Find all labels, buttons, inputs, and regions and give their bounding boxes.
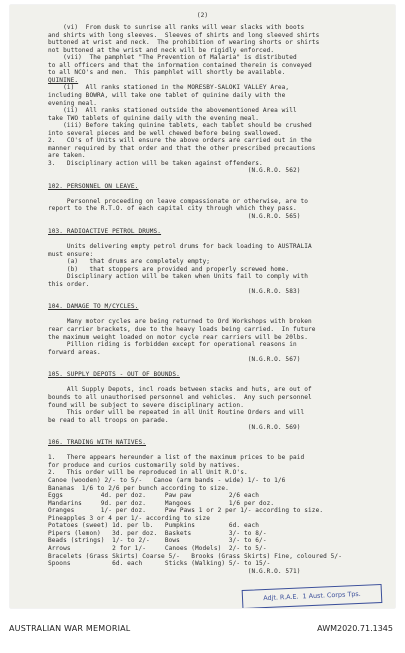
document-line: be read to all troops on parade. (48, 416, 169, 424)
document-line: forward areas. (48, 348, 101, 356)
document-line: report to the R.T.O. of each capital city through which they pass. (48, 205, 297, 213)
document-line: Personnel proceeding on leave compassionate or otherwise, are to (48, 197, 309, 205)
document-line: Beads (strings) 1/- to 2/- Bows 3/- to 6/- (48, 537, 267, 545)
footer-institution: AUSTRALIAN WAR MEMORIAL (9, 624, 131, 633)
archive-footer (0, 612, 405, 653)
document-line: Eggs 4d. per doz. Paw paw 2/6 each (48, 492, 260, 500)
document-line: into several pieces and be well chewed before being swallowed. (48, 129, 282, 137)
document-line: this order. (48, 280, 90, 288)
document-line: Many motor cycles are being returned to Ord Workshops with broken (48, 318, 312, 326)
document-line: 106. TRADING WITH NATIVES. (48, 439, 146, 447)
document-line: Oranges 1/- per doz. Paw Paws 1 or 2 per 1/- according to size. (48, 507, 324, 515)
document-line: All Supply Depots, incl roads between stacks and huts, are out of (48, 386, 312, 394)
document-line: Bracelets (Grass Skirts) Coarse 5/- Brooks (Grass Skirts) Fine, coloured 5/- (48, 552, 342, 560)
document-line: Canoe (wooden) 2/- to 5/- Canoe (arm bands - wide) 1/- to 1/6 (48, 477, 286, 484)
document-line: to all NCO's and men. This pamphlet will shortly be available. (48, 69, 286, 77)
document-line: (N.G.R.O. 569) (48, 424, 301, 432)
document-line: Arrows 2 for 1/- Canoes (Models) 2/- to 5/- (48, 544, 267, 552)
document-line: 105. SUPPLY DEPOTS - OUT OF BOUNDS. (48, 371, 180, 379)
document-line: Pineapples 3 or 4 per 1/- according to size (48, 514, 211, 522)
document-line: bounds to all unauthorised personnel and vehicles. Any such personnel (48, 393, 312, 401)
document-line: not buttoned at the wrist and neck will be rigidly enforced. (48, 46, 275, 54)
document-line: and shirts with long sleeves. Sleeves of shirts and long sleeved shirts (48, 31, 320, 39)
document-line: (a) that drums are completely empty; (48, 258, 211, 266)
document-line: manner required by that order and that the other prescribed precautions (48, 144, 316, 152)
document-line: Mandarins 9d. per doz. Mangoes 1/6 per doz. (48, 499, 275, 507)
document-line: QUININE. (48, 76, 79, 84)
document-line: the maximum weight loaded on motor cycle rear carriers will be 20lbs. (48, 333, 309, 341)
footer-accession-number: AWM2020.71.1345 (317, 624, 393, 633)
document-line: to all officers and that the information contained therein is conveyed (48, 61, 312, 69)
document-line: Potatoes (sweet) 1d. per lb. Pumpkins 6d. each (48, 522, 260, 530)
document-line: (N.G.R.O. 562) (48, 167, 301, 175)
document-line: Pillion riding is forbidden except for operational reasons in (48, 341, 297, 349)
document-line: including BOWRA, will take one tablet of quinine daily with the (48, 91, 286, 99)
document-line: found will be subject to severe disciplinary action. (48, 401, 244, 409)
document-line: (vii) The pamphlet "The Prevention of Malaria" is distributed (48, 54, 297, 62)
document-line: Disciplinary action will be taken when Units fail to comply with (48, 273, 309, 281)
document-line: 102. PERSONNEL ON LEAVE. (48, 182, 139, 190)
document-line: (N.G.R.O. 565) (48, 212, 301, 220)
document-line: for produce and curios customarily sold by natives. (48, 461, 241, 469)
document-line: (N.G.R.O. 571) (48, 567, 301, 575)
page-number: (2) (196, 12, 209, 19)
document-line: buttoned at wrist and neck. The prohibition of wearing shorts or shirts (48, 39, 320, 47)
document-line: evening meal. (48, 99, 97, 107)
document-line: 2. This order will be reproduced in all Unit R.O's. (48, 469, 248, 477)
document-line: take TWO tablets of quinine daily with the evening meal. (48, 114, 260, 122)
document-line: 103. RADIOACTIVE PETROL DRUMS. (48, 227, 162, 235)
document-line: are taken. (48, 152, 86, 160)
document-line: Units delivering empty petrol drums for back loading to AUSTRALIA (48, 242, 312, 250)
document-line: Pipers (lemon) 3d. per doz. Baskets 3/- to 8/- (48, 529, 267, 537)
adjutant-stamp: Adjt. R.A.E. 1 Aust. Corps Tps. (242, 584, 383, 608)
document-line: 104. DAMAGE TO M/CYCLES. (48, 303, 139, 311)
document-line: This order will be repeated in all Unit Routine Orders and will (48, 409, 305, 417)
document-line: (i) All ranks stationed in the MORESBY-SALOKI VALLEY Area, (48, 84, 290, 92)
document-page (10, 5, 395, 608)
document-line: rear carrier brackets, due to the heavy loads being carried. In future (48, 326, 316, 333)
document-line: Spoons 6d. each Sticks (Walking) 5/- to 15/- (48, 560, 271, 568)
document-line: must ensure: (48, 250, 94, 258)
document-line: 3. Disciplinary action will be taken against offenders. (48, 159, 263, 167)
document-line: 1. There appears hereunder a list of the maximum prices to be paid (48, 454, 305, 462)
document-line: Bananas 1/6 to 2/6 per bunch according to size. (48, 484, 229, 492)
document-line: (ii) All ranks stationed outside the abovementioned Area will (48, 107, 297, 115)
document-line: (N.G.R.O. 567) (48, 356, 301, 364)
document-line: (b) that stoppers are provided and properly screwed home. (48, 265, 290, 273)
document-line: (iii) Before taking quinine tablets, each tablet should be crushed (48, 122, 312, 130)
document-line: (N.G.R.O. 583) (48, 288, 301, 296)
document-line: 2. CO's of Units will ensure the above orders are carried out in the (48, 137, 312, 145)
document-line: (vi) From dusk to sunrise all ranks will wear slacks with boots (48, 24, 305, 31)
